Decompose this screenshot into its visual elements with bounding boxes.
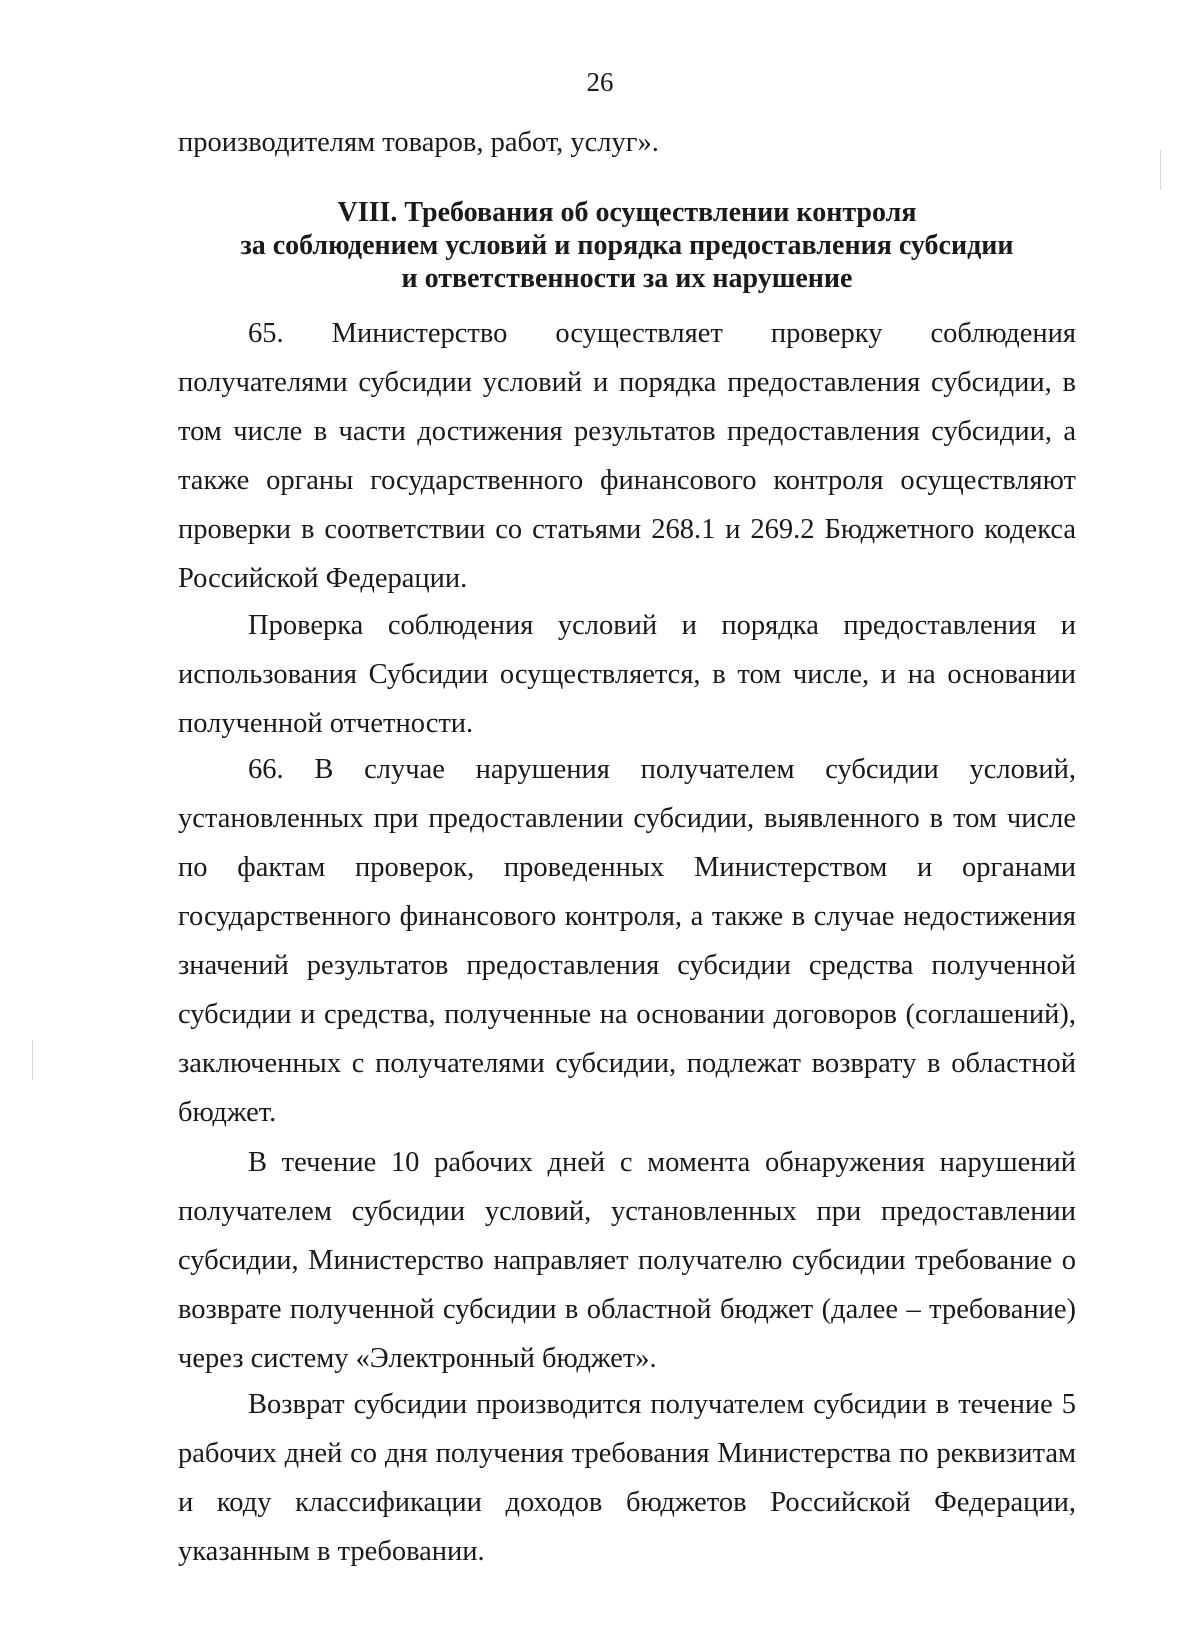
paragraph-66-refund: Возврат субсидии производится получателем субсидии в течение 5 рабочих дней со дня получения требования Министерства по реквизитам и коду классификации доходов бюджетов Российской Федерации, указанным в требовании. [178, 1389, 1076, 1567]
section-heading-line-1: VIII. Требования об осуществлении контроля [337, 197, 917, 228]
section-heading [178, 196, 1076, 295]
section-heading-line-2: за соблюдением условий и порядка предоставления субсидии [240, 230, 1014, 261]
scan-edge-mark-right [1160, 150, 1161, 190]
continuation-text: производителям товаров, работ, услуг». [178, 127, 659, 158]
paragraph-65: 65. Министерство осуществляет проверку соблюдения получателями субсидии условий и порядка предоставления субсидии, в том числе в части достижения результатов предоставления субсидии, а также органы государственного финансового контроля осуществляют проверки в соответствии со статьями 268.1 и 269.2 Бюджетного кодекса Российской Федерации. [178, 318, 1076, 594]
paragraph-65-continued: Проверка соблюдения условий и порядка предоставления и использования Субсидии осуществляется, в том числе, и на основании полученной отчетности. [178, 610, 1076, 739]
section-heading-line-3: и ответственности за их нарушение [401, 263, 853, 294]
page-number: 26 [586, 67, 614, 97]
scan-edge-mark-left [32, 1040, 33, 1080]
paragraph-66-demand: В течение 10 рабочих дней с момента обнаружения нарушений получателем субсидии условий, установленных при предоставлении субсидии, Министерство направляет получателю субсидии требование о возврате полученной субсидии в областной бюджет (далее – требование) через систему «Электронный бюджет». [178, 1147, 1076, 1374]
paragraph-66: 66. В случае нарушения получателем субсидии условий, установленных при предоставлении субсидии, выявленного в том числе по фактам проверок, проведенных Министерством и органами государственного финансового контроля, а также в случае недостижения значений результатов предоставления субсидии средства полученной субсидии и средства, полученные на основании договоров (соглашений), заключенных с получателями субсидии, подлежат возврату в областной бюджет. [178, 754, 1076, 1128]
